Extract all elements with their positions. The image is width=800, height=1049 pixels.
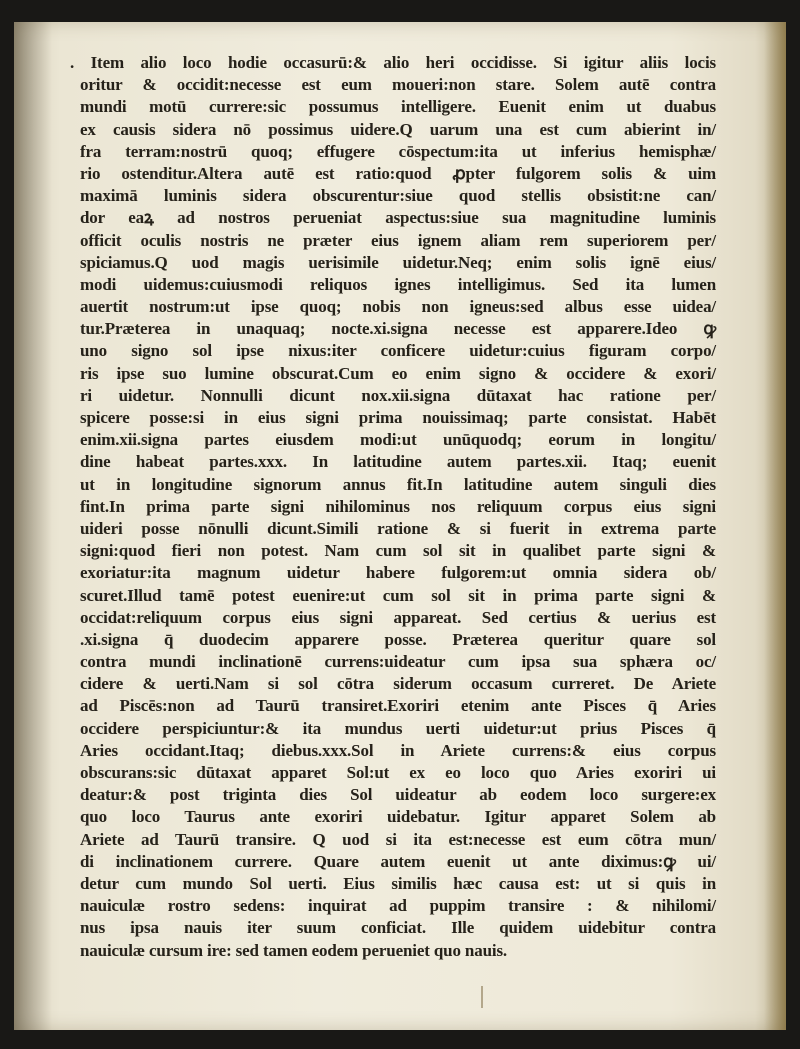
text-line: maximā luminis sidera obscurentur:siue quod stellis obsistit:ne can/ — [80, 186, 716, 206]
text-line: Aries occidant.Itaq; diebus.xxx.Sol in Ariete currens:& eius corpus — [80, 740, 716, 760]
text-line: nauiculæ cursum ire: sed tamen eodem perueniet quo nauis. — [80, 940, 508, 960]
text-line: exoriatur:ita magnum uidetur habere fulgorem:ut omnia sidera ob/ — [80, 563, 716, 583]
text-line: deatur:& post triginta dies Sol uideatur ab eodem loco surgere:ex — [80, 785, 716, 805]
text-line: tur.Præterea in unaquaq; nocte.xi.signa necesse est apparere.Ideo ꝙ — [80, 319, 716, 339]
text-line: ris ipse suo lumine obscurat.Cum eo enim signo & occidere & exori/ — [80, 363, 716, 383]
text-line: di inclinationem currere. Quare autem euenit ut ante diximus:ꝙ ui/ — [80, 851, 716, 871]
text-line: spicere posse:si in eius signi prima nouissimaq; parte consistat. Habēt — [80, 408, 716, 427]
book-page — [14, 22, 786, 1030]
text-line: Ariete ad Taurū transire. Q uod si ita est:necesse est eum cōtra mun/ — [80, 829, 716, 849]
text-line: enim.xii.signa partes eiusdem modi:ut unūquodq; eorum in longitu/ — [80, 430, 716, 450]
text-line: ad Piscēs:non ad Taurū transiret.Exoriri etenim ante Pisces q̄ Aries — [80, 696, 716, 716]
text-line: fra terram:nostrū quoq; effugere cōspectum:ita ut inferius hemisphæ/ — [80, 141, 716, 161]
text-line: spiciamus.Q uod magis uerisimile uidetur.Neq; enim solis ignē eius/ — [80, 252, 716, 272]
text-line: rio ostenditur.Altera autē est ratio:quod ꝓpter fulgorem solis & uim — [80, 163, 716, 183]
gutter-shadow — [14, 22, 52, 1030]
text-line: . Item alio loco hodie occasurū:& alio heri occidisse. Si igitur aliis locis — [70, 53, 716, 72]
text-line: signi:quod fieri non potest. Nam cum sol sit in qualibet parte signi & — [80, 541, 716, 561]
text-line: auertit nostrum:ut ipse quoq; nobis non igneus:sed albus esse uidea/ — [80, 297, 716, 317]
text-line: oritur & occidit:necesse est eum moueri:non stare. Solem autē contra — [80, 75, 716, 95]
text-line: officit oculis nostris ne præter eius ignem aliam rem superiorem per/ — [80, 230, 716, 250]
text-line: obscurans:sic dūtaxat apparet Sol:ut ex eo loco quo Aries exoriri ui — [80, 763, 716, 782]
text-line: quo loco Taurus ante exoriri uidebatur. Igitur apparet Solem ab — [80, 807, 716, 827]
text-line: cidere & uerti.Nam si sol cōtra siderum occasum curreret. De Ariete — [80, 674, 716, 694]
text-line: .xi.signa q̄ duodecim apparere posse. Præterea queritur quare sol — [80, 629, 716, 649]
text-line: scuret.Illud tamē potest euenire:ut cum sol sit in prima parte signi & — [80, 585, 716, 605]
text-line: nus ipsa nauis iter suum conficiat. Ille quidem uidebitur contra — [80, 918, 716, 938]
page-edge — [764, 22, 786, 1030]
text-line: nauiculæ rostro sedens: inquirat ad puppim transire : & nihilomi/ — [80, 896, 716, 916]
text-line: dor eaꝝ ad nostros perueniat aspectus:siue sua magnitudine luminis — [80, 208, 716, 228]
text-line: ex causis sidera nō possimus uidere.Q uarum una est cum abierint in/ — [80, 119, 716, 139]
text-line: uno signo sol ipse nixus:iter conficere uidetur:cuius figuram corpo/ — [80, 341, 716, 361]
text-line: mundi motū currere:sic possumus intelligere. Euenit enim ut duabus — [80, 97, 716, 117]
text-line: dine habeat partes.xxx. In latitudine autem partes.xii. Itaq; euenit — [80, 452, 716, 472]
text-line: occidere perspiciuntur:& ita mundus uerti uidetur:ut prius Pisces q̄ — [80, 718, 716, 738]
text-line: fint.In prima parte signi nihilominus nos reliquum corpus eius signi — [80, 496, 716, 516]
page-mark — [481, 986, 483, 1008]
text-line: uideri posse nōnulli dicunt.Simili ratione & si fuerit in extrema parte — [80, 518, 716, 538]
text-block — [70, 52, 716, 962]
text-line: occidat:reliquum corpus eius signi appareat. Sed certius & uerius est — [80, 607, 716, 627]
text-line: contra mundi inclinationē currens:uideatur cum ipsa sua sphæra oc/ — [80, 652, 716, 672]
text-line: ri uidetur. Nonnulli dicunt nox.xii.signa dūtaxat hac ratione per/ — [80, 385, 716, 405]
text-line: ut in longitudine signorum annus fit.In latitudine autem singuli dies — [80, 474, 716, 494]
text-line: detur cum mundo Sol uerti. Eius similis hæc causa est: ut si quis in — [80, 873, 716, 893]
text-line: modi uidemus:cuiusmodi reliquos ignes intelligimus. Sed ita lumen — [80, 274, 716, 294]
